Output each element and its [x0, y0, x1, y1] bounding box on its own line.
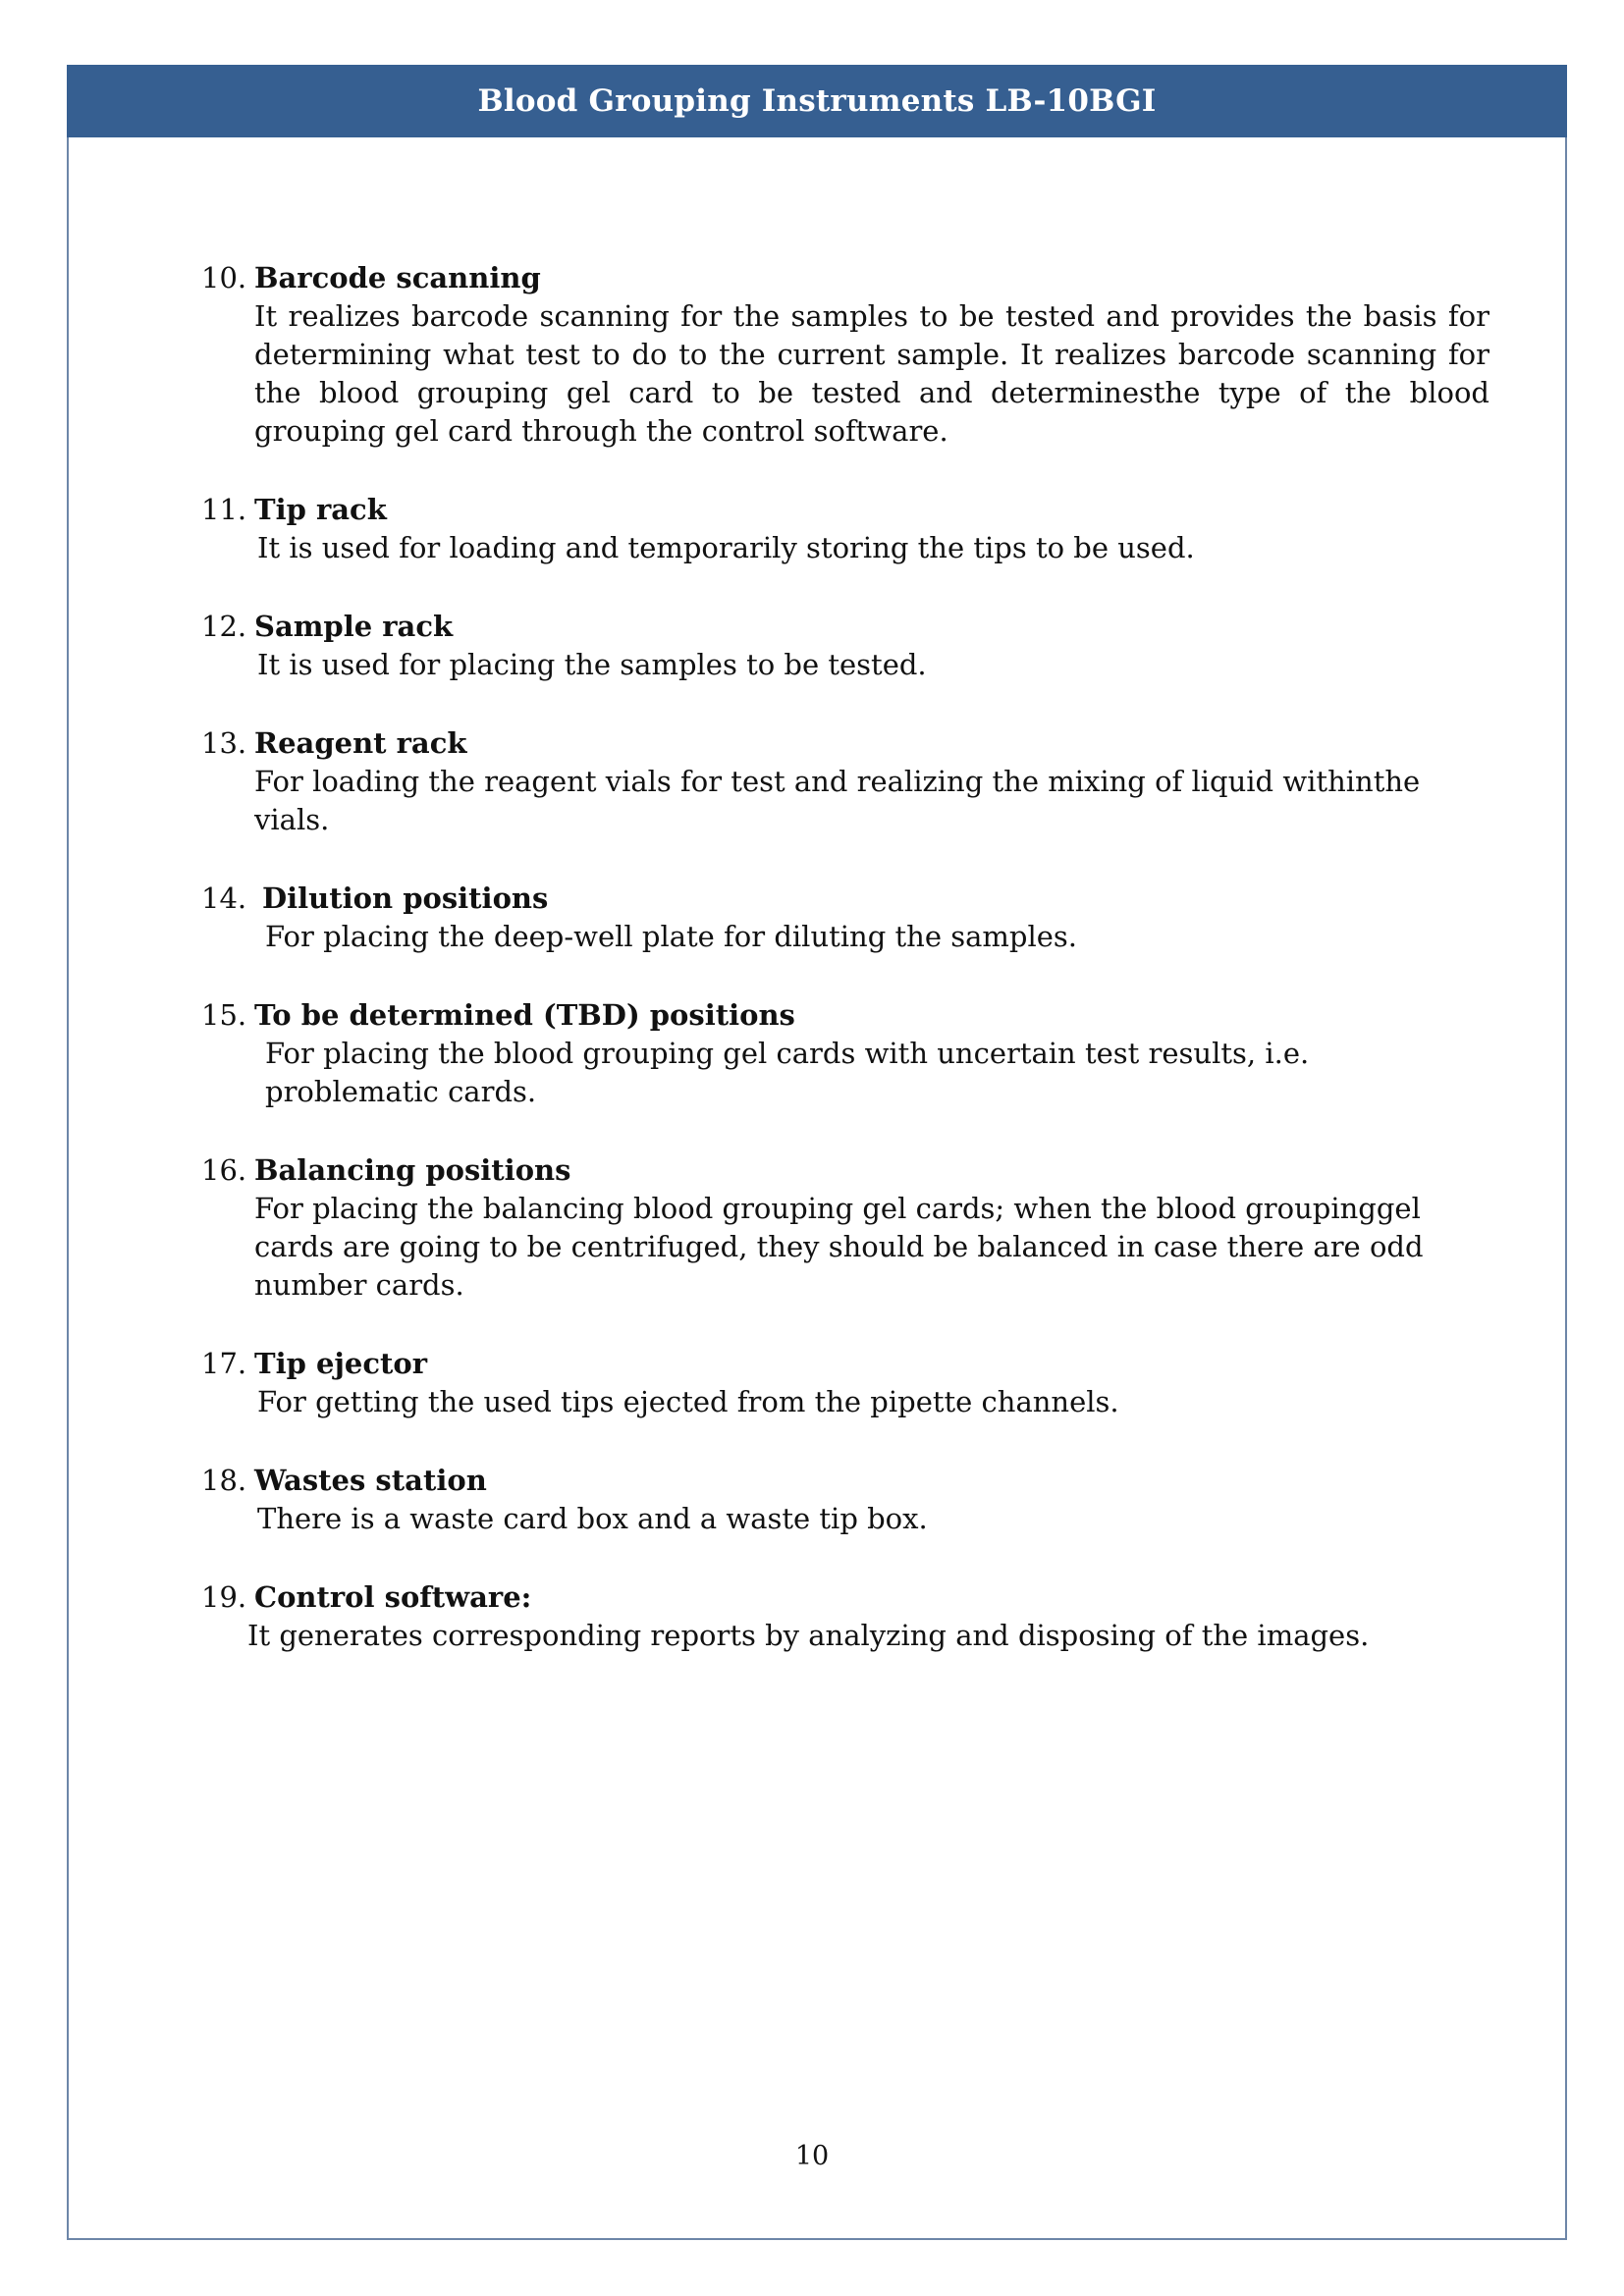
item-heading: Tip ejector: [254, 1347, 428, 1380]
item-description: It is used for loading and temporarily storing the tips to be used.: [257, 531, 1195, 564]
list-item-reagent-rack: [201, 724, 1489, 839]
item-description: It is used for placing the samples to be tested.: [257, 648, 927, 681]
item-number: 11.: [201, 493, 247, 526]
item-number: 17.: [201, 1347, 247, 1380]
item-number: 12.: [201, 610, 247, 643]
item-number: 10.: [201, 261, 247, 294]
list-item-tip-ejector: [201, 1345, 1489, 1421]
header-bar: [67, 65, 1567, 137]
list-item-control-software: [201, 1578, 1489, 1655]
item-header: [201, 880, 1489, 918]
item-header: [201, 491, 1489, 529]
item-number: 16.: [201, 1153, 247, 1187]
item-number: 18.: [201, 1464, 247, 1497]
item-heading: Dilution positions: [262, 881, 549, 915]
page-number: 10: [794, 2141, 830, 2171]
item-heading: Control software:: [254, 1580, 532, 1614]
item-header: [201, 1151, 1489, 1190]
list-item-dilution-positions: [201, 880, 1489, 956]
list-item-tip-rack: [201, 491, 1489, 567]
item-heading: Balancing positions: [254, 1153, 571, 1187]
item-heading: Tip rack: [254, 493, 387, 526]
page-title: Blood Grouping Instruments LB-10BGI: [477, 83, 1157, 119]
item-heading: Barcode scanning: [254, 261, 541, 294]
list-item-tbd-positions: [201, 996, 1489, 1111]
content-list: [201, 259, 1489, 1695]
item-header: [201, 259, 1489, 297]
item-number: 15.: [201, 998, 247, 1032]
item-number: 13.: [201, 726, 247, 760]
item-heading: Reagent rack: [254, 726, 467, 760]
item-header: [201, 1462, 1489, 1500]
item-description: There is a waste card box and a waste tip box.: [257, 1502, 928, 1535]
item-description: For placing the blood grouping gel cards with uncertain test results, i.e. problematic cards.: [265, 1037, 1310, 1108]
item-heading: To be determined (TBD) positions: [254, 998, 795, 1032]
item-header: [201, 608, 1489, 646]
list-item-balancing-positions: [201, 1151, 1489, 1305]
item-description: It realizes barcode scanning for the samples to be tested and provides the basis for determining what test to do to the current sample. It realizes barcode scanning for the blood grouping gel card to be tested and determinesthe type of the blood grouping gel card through the control software.: [254, 299, 1489, 448]
list-item-wastes-station: [201, 1462, 1489, 1538]
list-item-barcode-scanning: [201, 259, 1489, 451]
item-description: For getting the used tips ejected from the pipette channels.: [257, 1385, 1119, 1418]
item-header: [201, 724, 1489, 763]
item-heading: Sample rack: [254, 610, 454, 643]
item-header: [201, 1578, 1489, 1617]
item-header: [201, 996, 1489, 1035]
item-number: 19.: [201, 1580, 247, 1614]
item-number: 14.: [201, 881, 247, 915]
item-header: [201, 1345, 1489, 1383]
item-description: For placing the deep-well plate for diluting the samples.: [265, 920, 1077, 953]
item-description: For loading the reagent vials for test and realizing the mixing of liquid withinthe vials.: [254, 765, 1421, 836]
item-description: For placing the balancing blood grouping gel cards; when the blood groupinggel cards are going to be centrifuged, they should be balanced in case there are odd number cards.: [254, 1192, 1424, 1302]
item-heading: Wastes station: [254, 1464, 487, 1497]
list-item-sample-rack: [201, 608, 1489, 684]
item-description: It generates corresponding reports by analyzing and disposing of the images.: [247, 1619, 1370, 1652]
